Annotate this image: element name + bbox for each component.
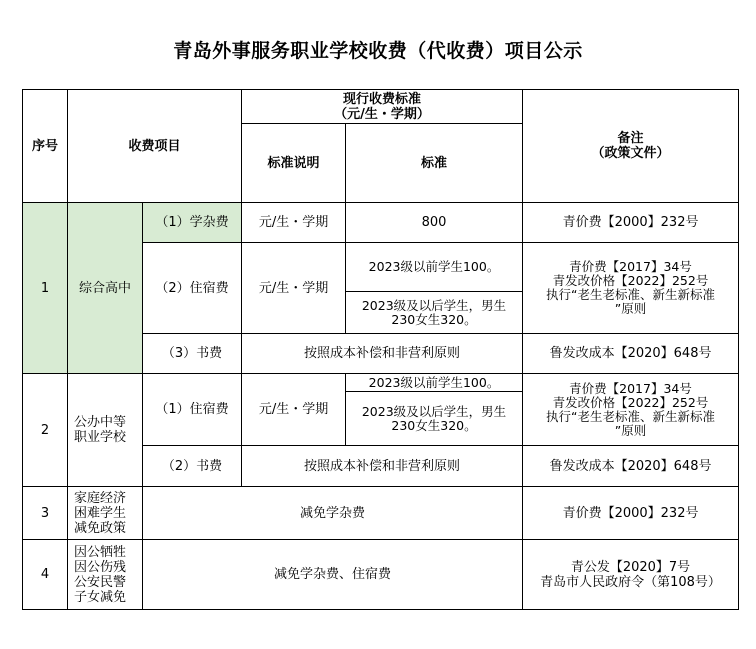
header-remark-line2: （政策文件） — [591, 146, 670, 161]
row3-category — [68, 487, 143, 540]
row2-category-line2: 职业学校 — [74, 430, 127, 445]
row3-seq: 3 — [23, 487, 68, 540]
row2-dorm-value-b — [346, 392, 523, 446]
row1-dorm-value-b-line1: 2023级及以后学生，男生 — [361, 297, 507, 313]
row1-dorm-policy-line3: 执行“老生老标准、新生新标准 — [546, 287, 715, 302]
row1-dorm-unit: 元/生・学期 — [242, 243, 346, 334]
row1-books-standard: 按照成本补偿和非营利原则 — [242, 334, 523, 374]
row1-dorm-policy-line2: 青发改价格【2022】252号 — [552, 273, 709, 288]
row2-category — [68, 374, 143, 487]
row2-dorm-policy-line1: 青价费【2017】34号 — [569, 380, 692, 396]
row1-dorm-policy-line1: 青价费【2017】34号 — [569, 259, 692, 274]
row1-tuition-unit: 元/生・学期 — [242, 203, 346, 243]
row1-dorm-name: （2）住宿费 — [143, 243, 242, 334]
row1-category: 综合高中 — [68, 203, 143, 374]
row2-category-line1: 公办中等 — [74, 415, 127, 430]
row4-policy-line2: 青岛市人民政府令（第108号） — [540, 574, 721, 590]
row2-seq: 2 — [23, 374, 68, 487]
header-row — [23, 90, 739, 124]
table-row — [23, 540, 739, 610]
row1-tuition-value: 800 — [346, 203, 523, 243]
row2-dorm-policy-line4: ”原则 — [614, 422, 647, 438]
fee-table — [22, 89, 739, 610]
row1-books-name: （3）书费 — [143, 334, 242, 374]
row1-dorm-value-b-line2: 230女生320。 — [391, 311, 477, 327]
row2-dorm-value-a: 2023级以前学生100。 — [346, 374, 523, 392]
header-standard-group-line1: 现行收费标准 — [343, 91, 422, 107]
header-standard-group-line2: （元/生・学期） — [334, 106, 430, 122]
row2-dorm-unit: 元/生・学期 — [242, 374, 346, 446]
row2-dorm-value-b-line2: 230女生320。 — [391, 417, 477, 433]
row2-dorm-name: （1）住宿费 — [143, 374, 242, 446]
row2-books-policy: 鲁发改成本【2020】648号 — [523, 446, 739, 487]
table-row — [23, 374, 739, 392]
row4-policy-line1: 青公发【2020】7号 — [570, 559, 691, 575]
header-remark — [523, 90, 739, 203]
row4-category-line2: 因公伤残 — [74, 559, 127, 575]
row4-policy — [523, 540, 739, 610]
row4-seq: 4 — [23, 540, 68, 610]
row1-dorm-value-a: 2023级以前学生100。 — [346, 243, 523, 292]
row3-policy: 青价费【2000】232号 — [523, 487, 739, 540]
row4-category-line4: 子女减免 — [74, 589, 127, 605]
row2-dorm-policy-line2: 青发改价格【2022】252号 — [552, 394, 709, 410]
row3-category-line3: 减免政策 — [74, 520, 127, 536]
header-item: 收费项目 — [68, 90, 242, 203]
row3-category-line1: 家庭经济 — [74, 490, 127, 506]
table-row — [23, 487, 739, 540]
row2-dorm-policy-line3: 执行“老生老标准、新生新标准 — [546, 408, 715, 424]
row1-tuition-policy: 青价费【2000】232号 — [523, 203, 739, 243]
header-standard: 标准 — [346, 124, 523, 203]
header-standard-group — [242, 90, 523, 124]
row2-books-name: （2）书费 — [143, 446, 242, 487]
table-row — [23, 203, 739, 243]
row2-dorm-value-b-line1: 2023级及以后学生，男生 — [361, 403, 507, 419]
header-remark-line1: 备注 — [617, 131, 644, 146]
row3-category-line2: 困难学生 — [74, 505, 127, 521]
row1-seq: 1 — [23, 203, 68, 374]
row4-category — [68, 540, 143, 610]
row4-category-line3: 公安民警 — [74, 574, 127, 590]
row4-standard: 减免学杂费、住宿费 — [143, 540, 523, 610]
row4-category-line1: 因公牺牲 — [74, 544, 127, 560]
row1-dorm-policy-line4: ”原则 — [614, 301, 647, 316]
row1-dorm-value-b — [346, 292, 523, 334]
row2-books-standard: 按照成本补偿和非营利原则 — [242, 446, 523, 487]
page-title: 青岛外事服务职业学校收费（代收费）项目公示 — [173, 40, 583, 62]
row1-books-policy: 鲁发改成本【2020】648号 — [523, 334, 739, 374]
row1-tuition-name: （1）学杂费 — [143, 203, 242, 243]
row1-dorm-policy — [523, 243, 739, 334]
header-seq: 序号 — [23, 90, 68, 203]
header-standard-desc: 标准说明 — [242, 124, 346, 203]
row2-dorm-policy — [523, 374, 739, 446]
row3-standard: 减免学杂费 — [143, 487, 523, 540]
